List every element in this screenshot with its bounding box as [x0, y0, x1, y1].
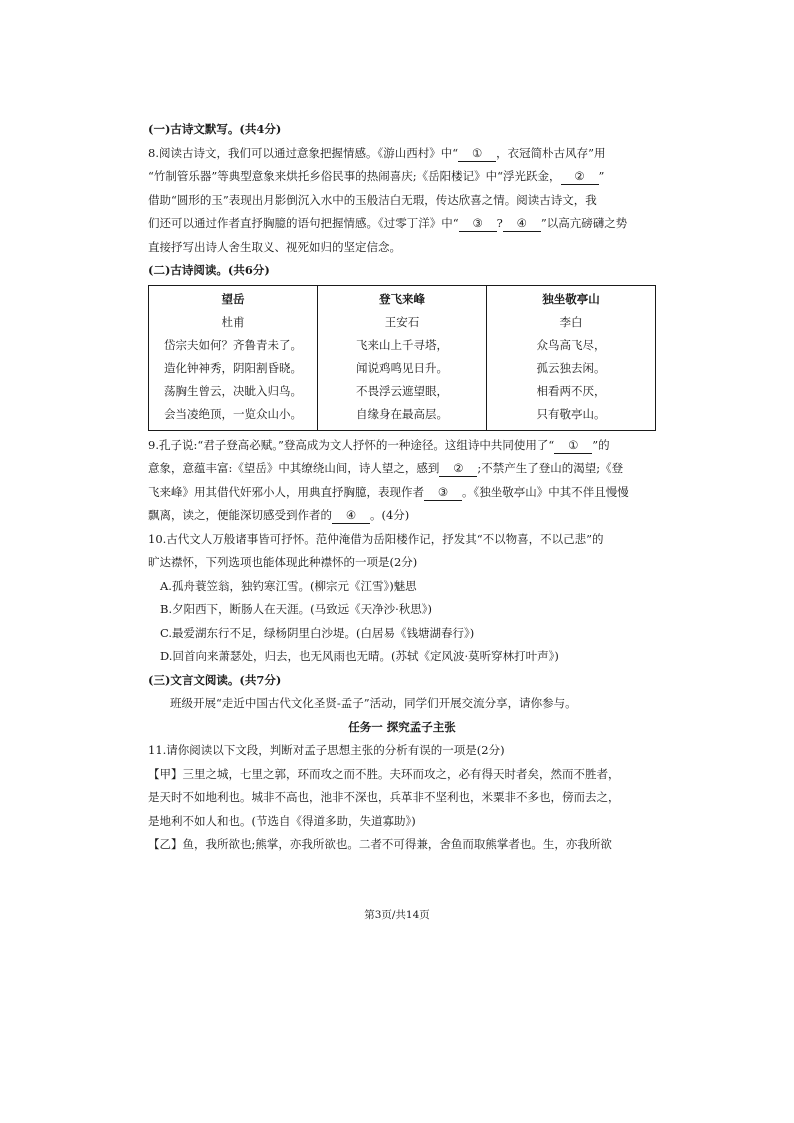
blank-8-2[interactable]: ②: [561, 169, 599, 185]
blank-8-4[interactable]: ④: [503, 216, 541, 232]
poem-line: 荡胸生曾云，决眦入归鸟。: [164, 383, 302, 398]
poem-cell-wangyue: [149, 285, 318, 430]
question-8: 8.阅读古诗文，我们可以通过意象把握情感。《游山西村》中“ ① ，衣冠简朴古风存”用 “竹制管乐器”等典型意象来烘托乡俗民事的热闹喜庆;《岳阳楼记》中“浮光跃金， ② ” 借助“圆形的玉”表现出月影倒沉入水中的玉般洁白无瑕，传达欣喜之情。阅读古诗文，我 们还可以通过作者直抒胸臆的语句把握情感。《过零丁洋》中“ ③ ? ④ ”以高亢磅礴之势 直接抒写出诗人舍生取义、视死如归的坚定信念。: [148, 145, 628, 254]
poem-line: 闻说鸡鸣见日升。: [356, 360, 448, 375]
blank-9-1[interactable]: ①: [554, 438, 592, 454]
passage-jia: 【甲】三里之城，七里之郭，环而攻之而不胜。夫环而攻之，必有得天时者矣，然而不胜者， 是天时不如地利也。城非不高也，池非不深也，兵革非不坚利也，米粟非不多也，傍而去之， 是地利不如人和也。(节选自《得道多助，失道寡助》): [148, 766, 620, 828]
activity-intro: 班级开展“走近中国古代文化圣贤-孟子”活动，同学们开展交流分享，请你参与。: [170, 696, 577, 710]
poem-line: 造化钟神秀，阴阳割昏晓。: [164, 360, 302, 375]
poem-author: 李白: [559, 314, 583, 329]
blank-9-3[interactable]: ③: [424, 485, 462, 501]
poem-author: 王安石: [384, 314, 420, 329]
section-heading-classical: (三)文言文阅读。(共7分): [148, 672, 282, 687]
blank-8-3[interactable]: ③: [459, 216, 497, 232]
poem-line: 岱宗夫如何？齐鲁青未了。: [164, 337, 302, 352]
poem-title: 独坐敬亭山: [542, 291, 600, 306]
option-b[interactable]: B.夕阳西下，断肠人在天涯。(马致远《天净沙·秋思》): [160, 602, 432, 616]
page-footer: 第3页/共14页: [364, 909, 430, 921]
question-11: 11.请你阅读以下文段，判断对孟子思想主张的分析有误的一项是(2分): [148, 743, 505, 757]
poem-cell-duzuojingtingshan: [487, 285, 656, 430]
section-heading-recitation: (一)古诗文默写。(共4分): [148, 122, 282, 136]
poem-line: 只有敬亭山。: [536, 406, 606, 421]
poem-title: 登飞来峰: [379, 291, 425, 306]
poem-author: 杜甫: [221, 314, 245, 329]
question-10: 10.古代文人万般诸事皆可抒怀。范仲淹借为岳阳楼作记，抒发其“不以物喜，不以己悲”的 旷达襟怀，下列选项也能体现此种襟怀的一项是(2分) A.孤舟蓑笠翁，独钓寒江雪。(柳宗元《江雪》)魅思 B.夕阳西下，断肠人在天涯。(马致远《天净沙·秋思》) C.最爱湖东行不足，绿杨阴里白沙堤。(白居易《钱塘湖春行》) D.回首向来萧瑟处，归去，也无风雨也无晴。(苏轼《定风波·莫听穿林打叶声》): [148, 528, 656, 669]
poem-line: 飞来山上千寻塔，: [356, 337, 448, 352]
poem-cell-dengfeilaifeng: [318, 285, 487, 430]
poem-line: 相看两不厌，: [536, 383, 606, 398]
blank-9-2[interactable]: ②: [439, 461, 477, 477]
option-c[interactable]: C.最爱湖东行不足，绿杨阴里白沙堤。(白居易《钱塘湖春行》): [160, 625, 475, 640]
poem-line: 不畏浮云遮望眼，: [356, 383, 448, 398]
task-heading: 任务一 探究孟子主张: [348, 719, 456, 734]
page-content: [148, 118, 656, 857]
poem-title: 望岳: [221, 291, 245, 306]
poem-line: 众鸟高飞尽，: [536, 337, 606, 352]
question-9: 9.孔子说:“君子登高必赋。”登高成为文人抒怀的一种途径。这组诗中共同使用了“ ① ”的 意象，意蕴丰富:《望岳》中其缭绕山间，诗人望之，感到 ② ;不禁产生了登山的渴望;《登 飞来峰》用其借代奸邪小人，用典直抒胸臆，表现作者 ③ 。《独坐敬亭山》中其不伴且慢慢 飘离，读之，便能深切感受到作者的 ④ 。(4分): [148, 437, 629, 522]
poem-line: 孤云独去闲。: [536, 360, 606, 375]
passage-yi: 【乙】鱼，我所欲也;熊掌，亦我所欲也。二者不可得兼，舍鱼而取熊掌者也。生，亦我所欲: [148, 837, 612, 851]
poem-line: 会当凌绝顶，一览众山小。: [164, 406, 302, 421]
section-heading-poetry: (二)古诗阅读。(共6分): [148, 263, 270, 277]
blank-8-1[interactable]: ①: [458, 146, 496, 162]
poem-table: [148, 285, 656, 431]
poem-line: 自缘身在最高层。: [356, 406, 448, 421]
option-d[interactable]: D.回首向来萧瑟处，归去，也无风雨也无晴。(苏轼《定风波·莫听穿林打叶声》): [160, 649, 559, 663]
option-a[interactable]: A.孤舟蓑笠翁，独钓寒江雪。(柳宗元《江雪》)魅思: [160, 578, 417, 593]
blank-9-4[interactable]: ④: [332, 508, 370, 524]
